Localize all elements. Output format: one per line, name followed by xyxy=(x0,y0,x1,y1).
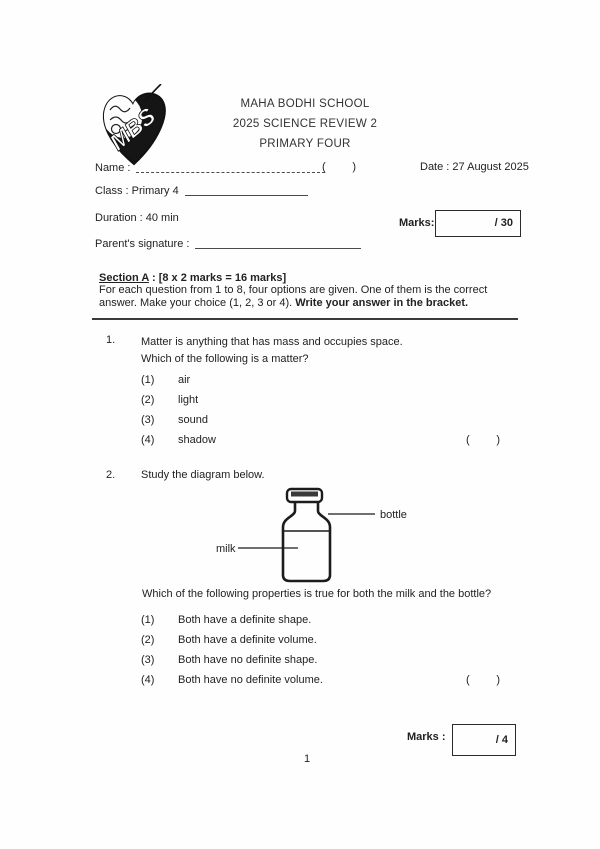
q1-line1: Matter is anything that has mass and occupies space. xyxy=(141,336,403,348)
date-label: Date : xyxy=(420,161,450,173)
marks-top-total: / 30 xyxy=(494,217,513,229)
instruction-plain: answer. Make your choice (1, 2, 3 or 4). xyxy=(99,296,296,309)
q1-option-3 xyxy=(141,414,471,434)
option-number: (1) xyxy=(141,374,155,386)
option-number: (2) xyxy=(141,394,155,406)
q2-diagram xyxy=(210,483,460,595)
q1-option-4 xyxy=(141,434,471,454)
marks-bottom-label: Marks : xyxy=(407,731,446,743)
q2-intro: Study the diagram below. xyxy=(141,469,265,481)
bracket-open: ( xyxy=(466,674,470,686)
q1-text xyxy=(141,334,511,368)
class-fill-line xyxy=(185,183,308,196)
option-label: Both have a definite volume. xyxy=(178,634,317,646)
q2-option-3 xyxy=(141,654,471,674)
marks-top-label: Marks: xyxy=(399,217,435,229)
logo-text: MBS xyxy=(104,102,161,156)
marks-bottom-total: / 4 xyxy=(495,734,508,746)
option-label: air xyxy=(178,374,191,386)
q2-option-2 xyxy=(141,634,471,654)
q2-question: Which of the following properties is true for both the milk and the bottle? xyxy=(142,588,492,600)
bottle-label: bottle xyxy=(380,509,407,521)
name-row xyxy=(95,160,327,174)
q1-number: 1. xyxy=(106,334,116,346)
paper-header xyxy=(90,94,520,154)
q1-options xyxy=(141,374,471,454)
section-a-instruction-line1: For each question from 1 to 8, four options are given. One of them is the correct xyxy=(99,284,488,296)
bracket-close: ) xyxy=(352,161,356,173)
bracket-open: ( xyxy=(322,161,326,173)
bracket-close: ) xyxy=(496,674,500,686)
q1-option-1 xyxy=(141,374,471,394)
bottle-outline xyxy=(283,502,330,581)
option-number: (4) xyxy=(141,674,155,686)
section-a-heading xyxy=(99,272,520,284)
parent-signature-fill-line xyxy=(195,236,361,249)
q2-option-4 xyxy=(141,674,471,694)
option-number: (1) xyxy=(141,614,155,626)
school-name: MAHA BODHI SCHOOL xyxy=(240,98,370,110)
exam-title: 2025 SCIENCE REVIEW 2 xyxy=(232,118,378,130)
option-label: sound xyxy=(178,414,208,426)
q2-answer-bracket xyxy=(466,674,500,686)
bottle-cap-band xyxy=(291,492,318,497)
option-label: shadow xyxy=(178,434,216,446)
option-label: Both have a definite shape. xyxy=(178,614,312,626)
class-label: Class : Primary 4 xyxy=(95,185,179,197)
section-a-block xyxy=(99,272,520,309)
option-number: (3) xyxy=(141,654,155,666)
parent-signature-label: Parent's signature : xyxy=(95,238,190,250)
duration-label: Duration : 40 min xyxy=(95,212,179,224)
section-divider xyxy=(92,318,518,320)
name-label: Name : xyxy=(95,162,131,174)
bracket-open: ( xyxy=(466,434,470,446)
option-number: (3) xyxy=(141,414,155,426)
option-label: Both have no definite volume. xyxy=(178,674,323,686)
q2-number: 2. xyxy=(106,469,116,481)
bracket-close: ) xyxy=(496,434,500,446)
q1-line2: Which of the following is a matter? xyxy=(141,353,309,365)
name-fill-line xyxy=(136,160,325,173)
milk-label: milk xyxy=(216,543,236,555)
class-row xyxy=(95,183,310,197)
marks-top-box xyxy=(435,210,521,237)
instruction-bold: Write your answer in the bracket. xyxy=(295,296,469,309)
section-a-marks: : [8 x 2 marks = 16 marks] xyxy=(148,272,287,284)
level-title: PRIMARY FOUR xyxy=(259,138,351,150)
q2-options xyxy=(141,614,471,694)
date-value: 27 August 2025 xyxy=(452,161,529,173)
q1-option-2 xyxy=(141,394,471,414)
option-number: (2) xyxy=(141,634,155,646)
marks-bottom-box xyxy=(452,724,516,756)
q2-option-1 xyxy=(141,614,471,634)
name-index-bracket xyxy=(322,161,356,173)
option-number: (4) xyxy=(141,434,155,446)
option-label: Both have no definite shape. xyxy=(178,654,318,666)
section-a-title: Section A xyxy=(99,272,149,284)
milk-bottle-diagram-icon xyxy=(210,483,460,595)
page-number: 1 xyxy=(303,753,311,765)
q1-answer-bracket xyxy=(466,434,500,446)
parent-signature-row xyxy=(95,236,363,250)
date-row xyxy=(420,161,529,173)
option-label: light xyxy=(178,394,199,406)
section-a-instruction-line2 xyxy=(99,297,520,310)
